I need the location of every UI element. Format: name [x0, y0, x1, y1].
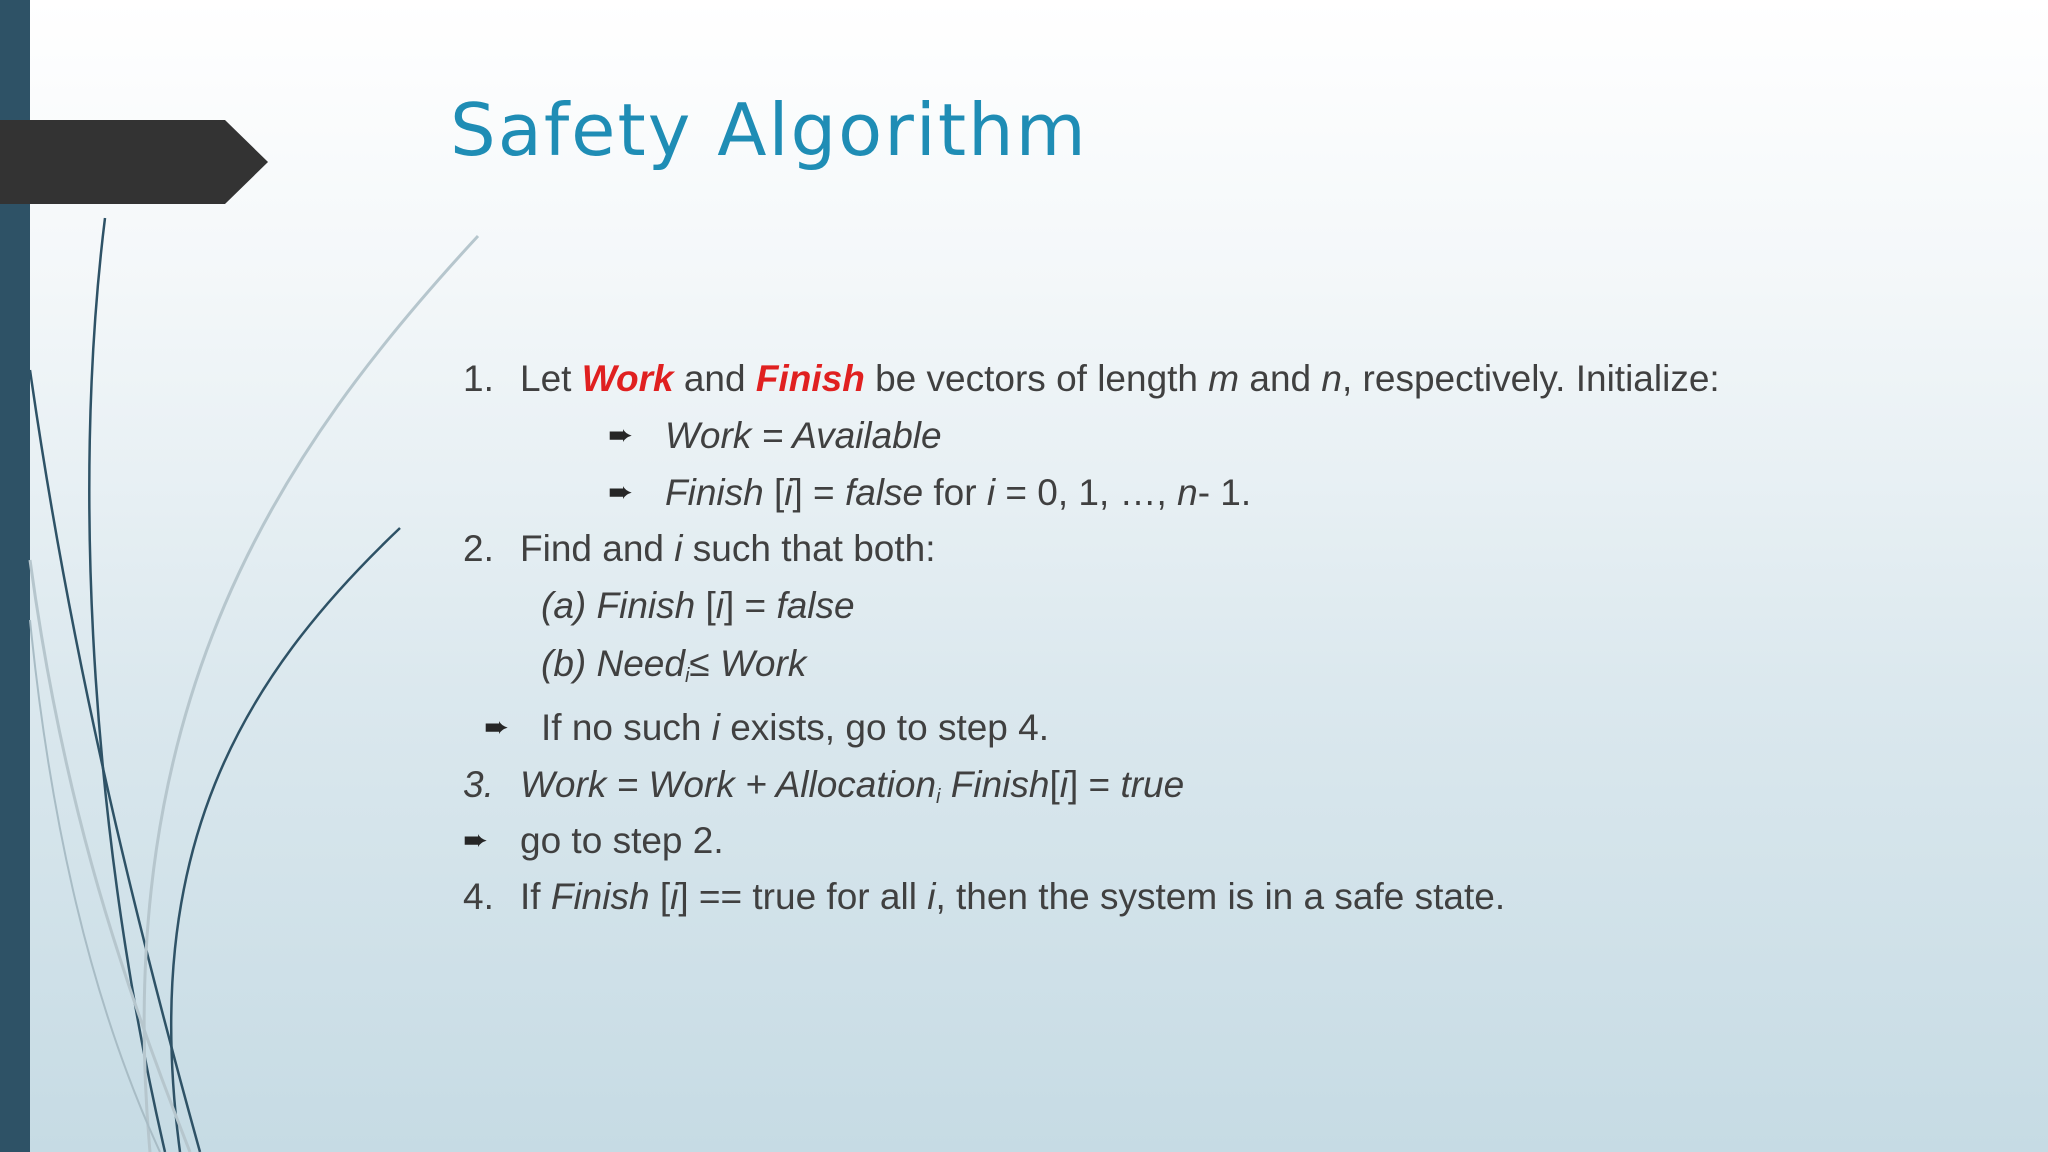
var-i: i: [674, 528, 683, 569]
text: true: [1120, 764, 1185, 805]
text: and: [1239, 358, 1322, 399]
condition-b: [541, 642, 806, 698]
arrow-bullet-icon: ➨: [484, 711, 510, 744]
text: 3.: [463, 764, 494, 805]
step-1-number: 1.: [463, 358, 494, 399]
text: Work = Available: [665, 415, 942, 456]
subscript-i: i: [936, 786, 941, 808]
text: , then the system is in a safe state.: [935, 876, 1506, 917]
var-i: i: [715, 585, 724, 626]
text: [: [649, 876, 671, 917]
subscript-i: i: [684, 665, 690, 687]
step-2-text: [520, 527, 936, 571]
var-i: i: [784, 472, 793, 513]
text: Work = Work + Allocation: [520, 764, 937, 805]
goto-step-2: [520, 819, 724, 863]
text: ] =: [724, 585, 777, 626]
text: - 1.: [1197, 472, 1252, 513]
sub-bullet-2: [665, 471, 1251, 515]
text: ≤ Work: [689, 643, 807, 684]
arrow-bullet-icon: ➨: [608, 476, 634, 509]
step-4-text: [520, 875, 1505, 919]
step-3-text: [520, 763, 1184, 819]
text: If no such: [541, 707, 712, 748]
text: [: [773, 472, 785, 513]
if-no-such-i: [541, 706, 1049, 750]
text: false: [844, 472, 924, 513]
text: go to step 2.: [520, 820, 724, 861]
text: Finish: [665, 472, 774, 513]
text: ] =: [1068, 764, 1121, 805]
step-3-number: [463, 763, 494, 807]
arrow-bullet-icon: ➨: [608, 419, 634, 452]
text: Finish: [550, 876, 650, 917]
var-i: i: [670, 876, 679, 917]
work-keyword: Work: [581, 358, 674, 399]
text: If: [520, 876, 551, 917]
text: such that both:: [682, 528, 936, 569]
step-1-text: [520, 357, 1720, 401]
text: false: [776, 585, 855, 626]
step-2-number: 2.: [463, 528, 494, 569]
text: exists, go to step 4.: [719, 707, 1050, 748]
text: ] =: [792, 472, 845, 513]
var-i: i: [1059, 764, 1068, 805]
text: Find and: [520, 528, 675, 569]
var-i: i: [927, 876, 936, 917]
text: and: [673, 358, 756, 399]
var-n: n: [1177, 472, 1198, 513]
text: Let: [520, 358, 582, 399]
arrow-bullet-icon: ➨: [463, 824, 489, 857]
title-banner-shape: [0, 118, 270, 206]
text: (a) Finish: [541, 585, 706, 626]
step-4-number: 4.: [463, 876, 494, 917]
var-n: n: [1321, 358, 1342, 399]
finish-keyword: Finish: [755, 358, 865, 399]
var-m: m: [1208, 358, 1240, 399]
slide-title: Safety Algorithm: [450, 88, 1088, 172]
sub-bullet-1: [665, 414, 942, 458]
text: Finish: [940, 764, 1050, 805]
var-i: i: [986, 472, 996, 513]
condition-a: [541, 584, 855, 628]
text: = 0, 1, …,: [995, 472, 1178, 513]
text: , respectively. Initialize:: [1342, 358, 1720, 399]
var-i: i: [711, 707, 720, 748]
text: (b) Need: [541, 643, 685, 684]
text: be vectors of length: [864, 358, 1209, 399]
text: for: [923, 472, 987, 513]
text: [: [705, 585, 716, 626]
text: ] == true for all: [678, 876, 928, 917]
text: [: [1049, 764, 1060, 805]
